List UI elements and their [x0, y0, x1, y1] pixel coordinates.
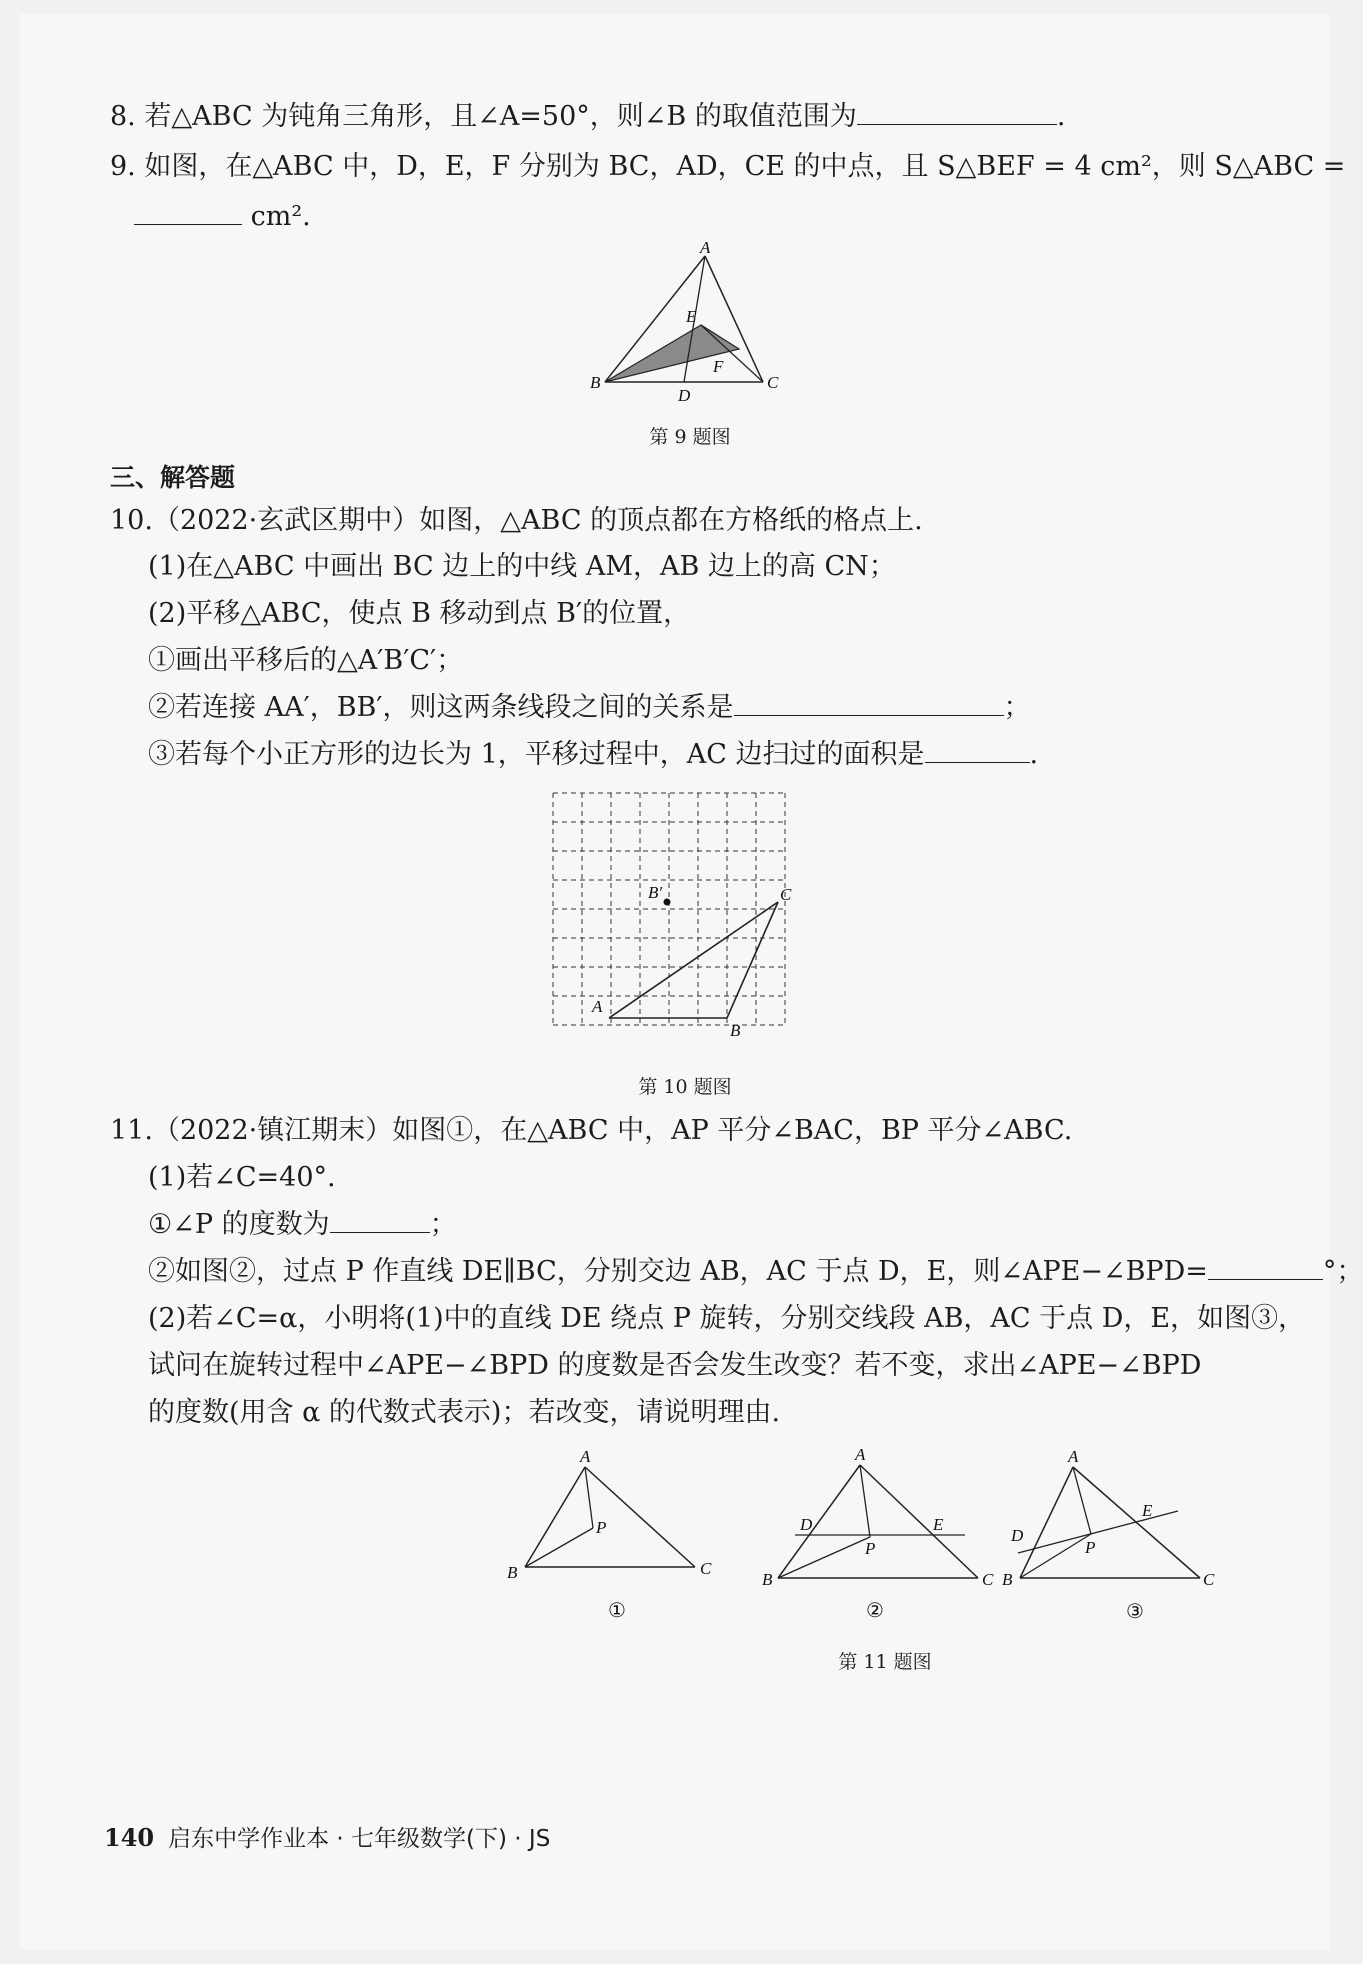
svg-text:E: E: [1142, 1501, 1153, 1520]
question-11-part1a: ①∠P 的度数为 ；: [148, 1209, 457, 1240]
figure-label-2: ②: [866, 1600, 884, 1622]
svg-text:B: B: [1002, 1570, 1013, 1589]
figure-q11-2: [762, 1445, 994, 1622]
answer-blank: [734, 693, 1004, 716]
svg-text:A: A: [855, 1445, 866, 1464]
question-8: 8. 若△ABC 为钝角三角形，且∠A=50°，则∠B 的取值范围为 .: [110, 101, 1066, 132]
figure-q9-caption: 第 9 题图: [649, 426, 731, 448]
svg-text:D: D: [800, 1515, 813, 1534]
question-10-part2: (2)平移△ABC，使点 B 移动到点 B′的位置，: [148, 598, 691, 629]
question-9-text: 9. 如图，在△ABC 中，D，E，F 分别为 BC，AD，CE 的中点，且 S△BEF = 4 cm²，则 S△ABC =: [110, 151, 1346, 182]
point-c-label: C: [780, 885, 792, 904]
answer-blank: [925, 740, 1030, 763]
question-9: [110, 150, 1345, 184]
figure-q11-3: [1002, 1447, 1215, 1623]
question-10: 10.（2022·玄武区期中）如图，△ABC 的顶点都在方格纸的格点上.: [110, 505, 923, 536]
svg-text:D: D: [1011, 1526, 1024, 1545]
svg-text:C: C: [982, 1570, 994, 1589]
svg-text:E: E: [933, 1515, 944, 1534]
page-footer: [104, 1820, 550, 1853]
point-a-label: A: [592, 997, 603, 1016]
question-11-part2-line3: 的度数(用含 α 的代数式表示)；若改变，请说明理由.: [148, 1397, 781, 1428]
dashed-grid: [553, 793, 785, 1025]
question-10-part2c: ③若每个小正方形的边长为 1，平移过程中，AC 边扫过的面积是 .: [148, 739, 1039, 770]
point-b-prime-label: B′: [648, 883, 663, 902]
figure-label-1: ①: [608, 1600, 626, 1622]
svg-text:C: C: [700, 1559, 712, 1578]
question-11-part2-line2: 试问在旋转过程中∠APE−∠BPD 的度数是否会发生改变？若不变，求出∠APE−∠BPD: [148, 1350, 1202, 1381]
svg-text:B: B: [762, 1570, 773, 1589]
figure-q10-caption: 第 10 题图: [638, 1076, 732, 1098]
point-d-label: D: [678, 386, 691, 405]
question-10-part1: (1)在△ABC 中画出 BC 边上的中线 AM，AB 边上的高 CN；: [148, 551, 896, 582]
question-10-part2b: ②若连接 AA′，BB′，则这两条线段之间的关系是 ；: [148, 692, 1031, 723]
figure-q9: [580, 240, 800, 410]
question-9-line2: cm².: [134, 200, 311, 234]
figure-label-3: ③: [1126, 1601, 1144, 1623]
svg-text:C: C: [1203, 1570, 1215, 1589]
figure-q11-1: [507, 1447, 712, 1622]
answer-blank: [134, 202, 242, 225]
figure-q11-caption: 第 11 题图: [838, 1651, 932, 1673]
svg-text:P: P: [1085, 1538, 1096, 1557]
question-11-part2: (2)若∠C=α，小明将(1)中的直线 DE 绕点 P 旋转，分别交线段 AB，AC 于点 D，E，如图③，: [148, 1303, 1306, 1334]
section-header: 三、解答题: [110, 463, 236, 492]
point-b-prime: [664, 899, 671, 906]
point-e-label: E: [686, 307, 697, 326]
question-11-part1: (1)若∠C=40°.: [148, 1162, 336, 1193]
point-c-label: C: [767, 373, 779, 392]
figure-q11: [490, 1440, 1270, 1640]
page-number: 140: [104, 1823, 155, 1852]
answer-blank: [1208, 1257, 1323, 1280]
svg-text:P: P: [865, 1539, 876, 1558]
book-title: 启东中学作业本 · 七年级数学(下) · JS: [168, 1826, 551, 1852]
answer-blank: [857, 102, 1057, 125]
point-f-label: F: [713, 357, 724, 376]
svg-text:A: A: [1068, 1447, 1079, 1466]
question-10-part2a: ①画出平移后的△A′B′C′；: [148, 645, 464, 676]
point-a-label: A: [700, 238, 711, 257]
svg-text:P: P: [596, 1518, 607, 1537]
svg-text:B: B: [507, 1563, 518, 1582]
point-b-label: B: [730, 1021, 741, 1040]
question-11-part1b: ②如图②，过点 P 作直线 DE∥BC，分别交边 AB，AC 于点 D，E，则∠APE−∠BPD= °；: [148, 1256, 1363, 1287]
question-8-text: 8. 若△ABC 为钝角三角形，且∠A=50°，则∠B 的取值范围为: [110, 101, 857, 132]
answer-blank: [330, 1210, 430, 1233]
figure-q10-grid: [550, 790, 810, 1050]
svg-text:A: A: [580, 1447, 591, 1466]
question-11: 11.（2022·镇江期末）如图①，在△ABC 中，AP 平分∠BAC，BP 平分∠ABC.: [110, 1115, 1073, 1146]
point-b-label: B: [590, 373, 601, 392]
